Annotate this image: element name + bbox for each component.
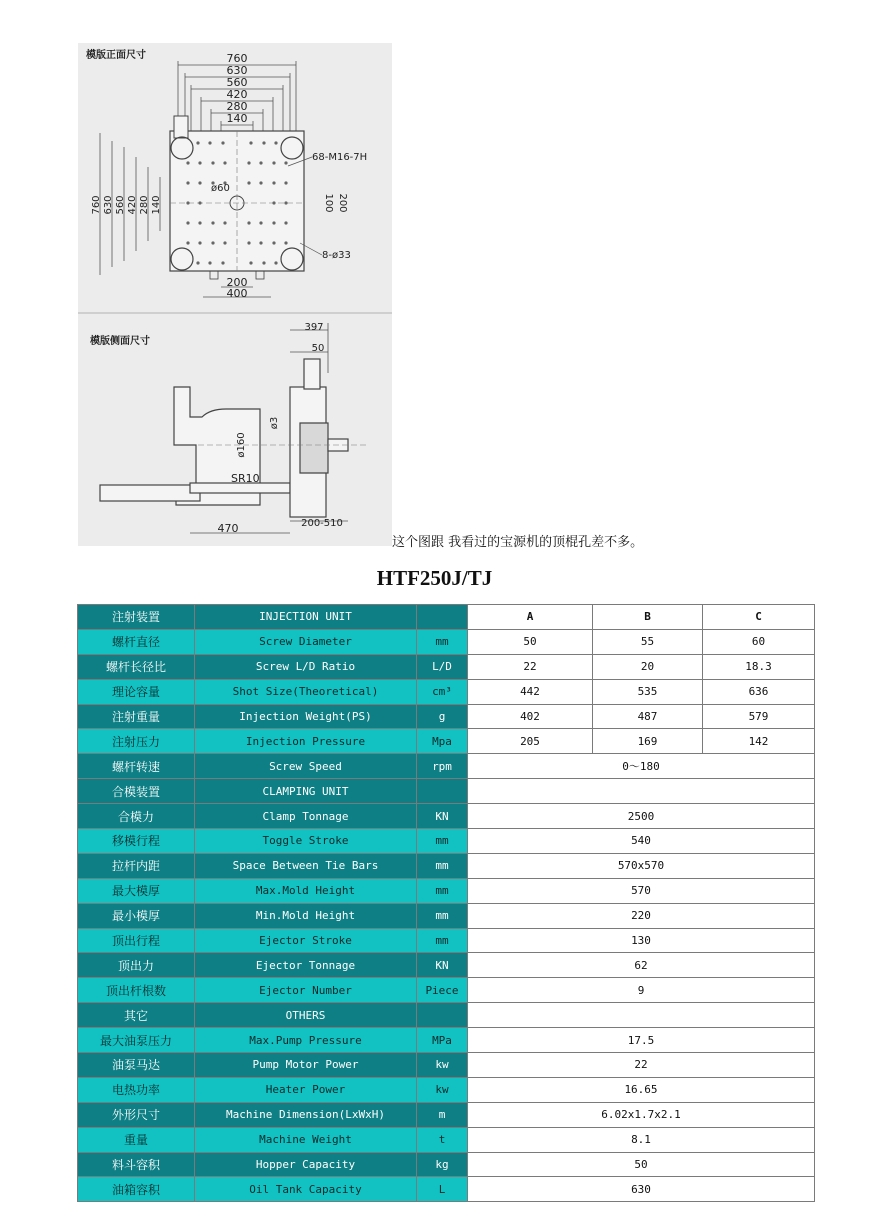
row-label-en: Machine Weight (195, 1127, 417, 1152)
value: 8.1 (468, 1127, 815, 1152)
injection-header-unit (417, 605, 468, 630)
front-vdim-140: 140 (151, 195, 162, 215)
row-label-en: Oil Tank Capacity (195, 1177, 417, 1202)
table-row (78, 1053, 815, 1078)
side-platen (100, 359, 348, 517)
row-label-en: Screw Speed (195, 754, 417, 779)
thread-callout: 68-M16-7H (312, 152, 368, 163)
value-c: 142 (703, 729, 815, 754)
value-c: 579 (703, 704, 815, 729)
table-row (78, 1077, 815, 1102)
row-label-cn: 螺杆转速 (78, 754, 195, 779)
front-vdim-630: 630 (103, 195, 114, 215)
row-label-en: Heater Power (195, 1077, 417, 1102)
table-row (78, 1102, 815, 1127)
table-row (78, 1177, 815, 1202)
row-unit: mm (417, 829, 468, 854)
table-row (78, 729, 815, 754)
row-label-en: Machine Dimension(LxWxH) (195, 1102, 417, 1127)
row-label-cn: 最大模厚 (78, 878, 195, 903)
side-dim-470: 470 (217, 522, 239, 535)
section-label-en: CLAMPING UNIT (195, 779, 417, 804)
section-unit (417, 1003, 468, 1028)
front-vdim-420: 420 (127, 195, 138, 215)
row-unit: t (417, 1127, 468, 1152)
section-label-cn: 其它 (78, 1003, 195, 1028)
value: 17.5 (468, 1028, 815, 1053)
front-dim-630: 630 (226, 64, 248, 77)
row-label-en: Screw L/D Ratio (195, 654, 417, 679)
row-label-en: Hopper Capacity (195, 1152, 417, 1177)
row-label-en: Pump Motor Power (195, 1053, 417, 1078)
table-row (78, 804, 815, 829)
injection-header-en: INJECTION UNIT (195, 605, 417, 630)
row-label-en: Min.Mold Height (195, 903, 417, 928)
table-row (78, 754, 815, 779)
side-dim-160: ø160 (236, 432, 247, 458)
front-view-title: 模版正面尺寸 (86, 50, 146, 61)
front-bottom-dim-400: 400 (226, 287, 248, 300)
row-unit: m (417, 1102, 468, 1127)
row-label-cn: 电热功率 (78, 1077, 195, 1102)
side-view-title: 模版侧面尺寸 (90, 336, 150, 347)
front-dim-760: 760 (226, 52, 248, 65)
center-hole-callout: ø60 (211, 183, 230, 194)
value-c: 18.3 (703, 654, 815, 679)
row-label-en: Screw Diameter (195, 629, 417, 654)
front-dim-280: 280 (226, 100, 248, 113)
row-label-en: Toggle Stroke (195, 829, 417, 854)
row-label-cn: 顶出杆根数 (78, 978, 195, 1003)
value: 6.02x1.7x2.1 (468, 1102, 815, 1127)
row-label-cn: 注射压力 (78, 729, 195, 754)
row-label-en: Ejector Stroke (195, 928, 417, 953)
row-label-en: Shot Size(Theoretical) (195, 679, 417, 704)
row-unit: cm³ (417, 679, 468, 704)
table-row (78, 829, 815, 854)
value: 630 (468, 1177, 815, 1202)
value: 130 (468, 928, 815, 953)
platen-diagram (78, 43, 392, 546)
value: 62 (468, 953, 815, 978)
row-unit: kw (417, 1077, 468, 1102)
value: 570x570 (468, 853, 815, 878)
row-label-cn: 注射重量 (78, 704, 195, 729)
value: 0～180 (468, 754, 815, 779)
row-label-cn: 顶出行程 (78, 928, 195, 953)
value: 540 (468, 829, 815, 854)
table-row (78, 679, 815, 704)
front-dim-560: 560 (226, 76, 248, 89)
section-label-cn: 合模装置 (78, 779, 195, 804)
col-header-b: B (593, 605, 703, 630)
page-title: HTF250J/TJ (376, 566, 493, 590)
row-label-cn: 料斗容积 (78, 1152, 195, 1177)
corner-holes-callout: 8-ø33 (322, 250, 351, 261)
row-unit: mm (417, 903, 468, 928)
front-vdim-560: 560 (115, 195, 126, 215)
row-unit: Mpa (417, 729, 468, 754)
value: 50 (468, 1152, 815, 1177)
value-b: 55 (593, 629, 703, 654)
table-row (78, 1152, 815, 1177)
row-label-en: Clamp Tonnage (195, 804, 417, 829)
row-label-cn: 顶出力 (78, 953, 195, 978)
side-dim-50: 50 (311, 343, 325, 354)
row-label-cn: 螺杆长径比 (78, 654, 195, 679)
value-a: 402 (468, 704, 593, 729)
row-label-cn: 外形尺寸 (78, 1102, 195, 1127)
section-empty (468, 1003, 815, 1028)
row-label-cn: 移模行程 (78, 829, 195, 854)
table-row (78, 853, 815, 878)
table-row (78, 704, 815, 729)
table-row (78, 928, 815, 953)
value: 9 (468, 978, 815, 1003)
row-label-en: Max.Mold Height (195, 878, 417, 903)
row-unit: g (417, 704, 468, 729)
row-label-cn: 理论容量 (78, 679, 195, 704)
col-header-a: A (468, 605, 593, 630)
row-unit: rpm (417, 754, 468, 779)
table-row (78, 1028, 815, 1053)
row-label-cn: 螺杆直径 (78, 629, 195, 654)
row-label-en: Ejector Tonnage (195, 953, 417, 978)
value: 22 (468, 1053, 815, 1078)
row-label-cn: 油箱容积 (78, 1177, 195, 1202)
value-c: 636 (703, 679, 815, 704)
row-unit: KN (417, 804, 468, 829)
value-a: 22 (468, 654, 593, 679)
row-unit: L (417, 1177, 468, 1202)
value: 16.65 (468, 1077, 815, 1102)
table-section-header (78, 1003, 815, 1028)
table-row (78, 629, 815, 654)
row-label-en: Max.Pump Pressure (195, 1028, 417, 1053)
row-unit: mm (417, 853, 468, 878)
value: 570 (468, 878, 815, 903)
value-b: 20 (593, 654, 703, 679)
side-sr10: SR10 (231, 472, 260, 485)
side-dim-range: 200-510 (301, 518, 343, 529)
front-bottom-dim-200: 200 (226, 276, 248, 289)
table-row (78, 978, 815, 1003)
table-row (78, 654, 815, 679)
dim-200: 200 (337, 193, 348, 213)
dim-100: 100 (323, 193, 334, 213)
row-unit: mm (417, 629, 468, 654)
injection-header-cn: 注射装置 (78, 605, 195, 630)
front-platen (170, 116, 304, 279)
value: 220 (468, 903, 815, 928)
platen-drawing (78, 43, 392, 546)
row-unit: MPa (417, 1028, 468, 1053)
section-label-en: OTHERS (195, 1003, 417, 1028)
col-header-c: C (703, 605, 815, 630)
row-unit: L/D (417, 654, 468, 679)
table-row (78, 903, 815, 928)
side-dim-3: ø3 (269, 416, 280, 430)
side-dim-397: 397 (304, 322, 324, 333)
value-b: 487 (593, 704, 703, 729)
row-unit: kw (417, 1053, 468, 1078)
caption-text: 这个图跟 我看过的宝源机的顶棍孔差不多。 (392, 535, 644, 550)
row-label-en: Space Between Tie Bars (195, 853, 417, 878)
value-a: 205 (468, 729, 593, 754)
value: 2500 (468, 804, 815, 829)
section-unit (417, 779, 468, 804)
row-unit: mm (417, 928, 468, 953)
row-unit: Piece (417, 978, 468, 1003)
value-c: 60 (703, 629, 815, 654)
row-label-cn: 合模力 (78, 804, 195, 829)
row-unit: KN (417, 953, 468, 978)
spec-table (77, 604, 815, 1202)
row-label-cn: 油泵马达 (78, 1053, 195, 1078)
table-row (78, 878, 815, 903)
row-label-cn: 最小模厚 (78, 903, 195, 928)
front-vdim-280: 280 (139, 195, 150, 215)
value-b: 535 (593, 679, 703, 704)
value-a: 50 (468, 629, 593, 654)
front-dim-420: 420 (226, 88, 248, 101)
row-label-cn: 拉杆内距 (78, 853, 195, 878)
row-label-cn: 最大油泵压力 (78, 1028, 195, 1053)
table-section-header (78, 779, 815, 804)
row-unit: mm (417, 878, 468, 903)
table-row (78, 953, 815, 978)
row-label-en: Injection Pressure (195, 729, 417, 754)
row-unit: kg (417, 1152, 468, 1177)
row-label-en: Injection Weight(PS) (195, 704, 417, 729)
table-row-injection-header (78, 605, 815, 630)
value-a: 442 (468, 679, 593, 704)
section-empty (468, 779, 815, 804)
front-vdim-760: 760 (91, 195, 102, 215)
front-dim-140: 140 (226, 112, 248, 125)
value-b: 169 (593, 729, 703, 754)
row-label-en: Ejector Number (195, 978, 417, 1003)
table-row (78, 1127, 815, 1152)
row-label-cn: 重量 (78, 1127, 195, 1152)
